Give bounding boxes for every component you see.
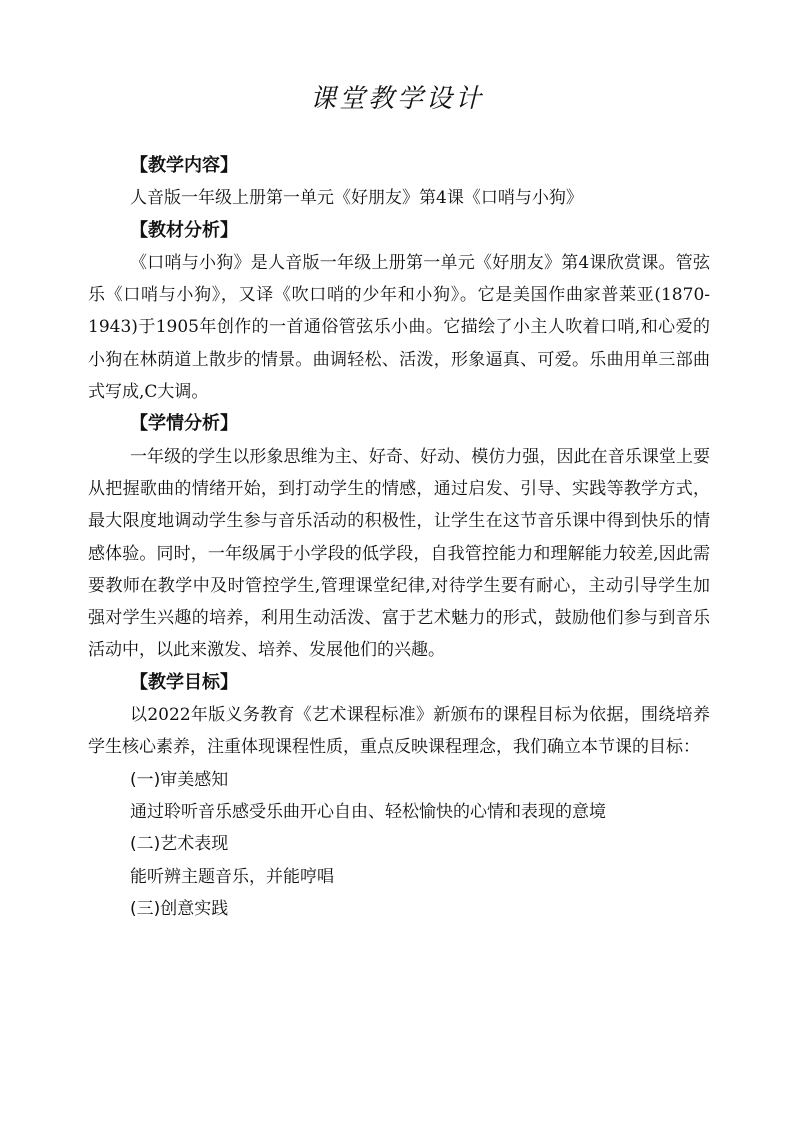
goal-label-expression: (二)艺术表现 (130, 834, 229, 855)
section-heading-content: 【教学内容】 (130, 155, 238, 176)
section-text-students: 一年级的学生以形象思维为主、好奇、好动、模仿力强，因此在音乐课堂上要从把握歌曲的情绪开始，到打动学生的情感，通过启发、引导、实践等教学方式，最大限度地调动学生参与音乐活动的积极性，让学生在这节音乐课中得到快乐的情感体验。同时，一年级属于小学段的低学段，自我管控能力和理解能力较差,因此需要教师在教学中及时管控学生,管理课堂纪律,对待学生要有耐心，主动引导学生加强对学生兴趣的培养，利用生动活泼、富于艺术魅力的形式，鼓励他们参与到音乐活动中，以此来激发、培养、发展他们的兴趣。 (88, 446, 710, 661)
section-heading-goals: 【教学目标】 (130, 671, 238, 693)
section-text-goals: 以2022年版义务教育《艺术课程标准》新颁布的课程目标为依据，围绕培养学生核心素养，注重体现课程性质，重点反映课程理念，我们确立本节课的目标： (88, 705, 710, 758)
section-heading-material: 【教材分析】 (130, 219, 238, 241)
page-title: 课堂教学设计 (309, 84, 484, 114)
goal-label-aesthetic: (一)审美感知 (130, 769, 229, 790)
section-text-content: 人音版一年级上册第一单元《好朋友》第4课《口哨与小狗》 (130, 188, 583, 209)
goal-label-practice: (三)创意实践 (130, 898, 229, 919)
section-heading-students: 【学情分析】 (130, 413, 238, 435)
document-body (88, 150, 710, 925)
goal-text-aesthetic: 通过聆听音乐感受乐曲开心自由、轻松愉快的心情和表现的意境 (130, 801, 606, 822)
section-text-material: 《口哨与小狗》是人音版一年级上册第一单元《好朋友》第4课欣赏课。管弦乐《口哨与小狗》，又译《吹口哨的少年和小狗》。它是美国作曲家普莱亚(1870-1943)于1905年创作的一首通俗管弦乐小曲。它描绘了小主人吹着口哨,和心爱的小狗在林荫道上散步的情景。曲调轻松、活泼，形象逼真、可爱。乐曲用单三部曲式写成,C大调。 (88, 252, 710, 403)
goal-text-expression: 能听辨主题音乐，并能哼唱 (130, 866, 334, 887)
